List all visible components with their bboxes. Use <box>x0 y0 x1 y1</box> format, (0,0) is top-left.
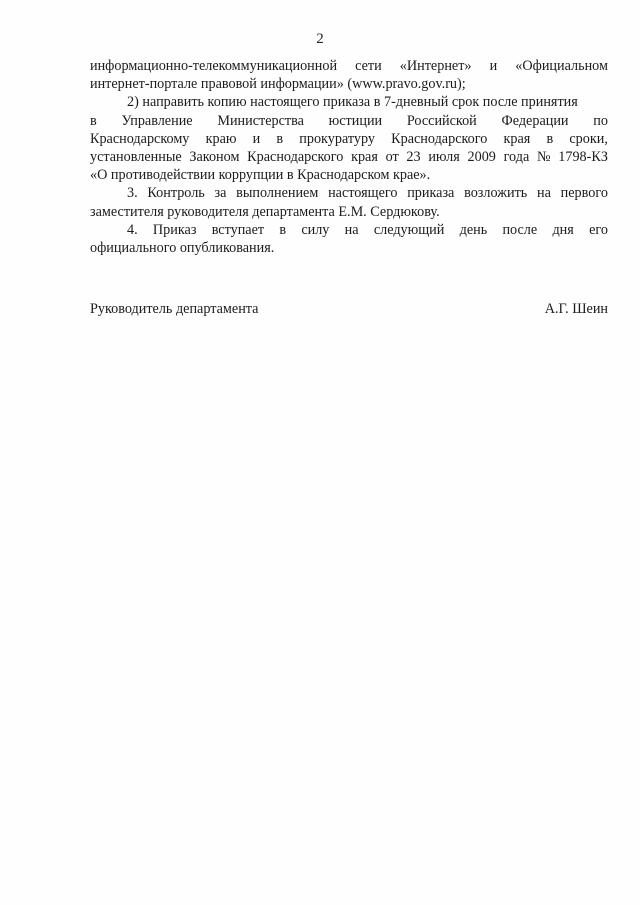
word: прокуратуру <box>299 130 375 147</box>
word: «Интернет» <box>399 58 472 74</box>
word: 1798-КЗ <box>558 148 608 165</box>
word: и <box>252 130 261 147</box>
word: силу <box>301 221 330 238</box>
word: Приказ <box>152 221 197 238</box>
word: 23 <box>406 148 421 165</box>
document-body <box>90 57 608 257</box>
word: на <box>537 185 551 202</box>
word: и <box>489 58 498 74</box>
paragraph-1-line-2: интернет-портале правовой информации» (www.pravo.gov.ru); <box>90 76 466 93</box>
word: 4. <box>127 221 138 238</box>
paragraph-4-line-1 <box>90 221 608 239</box>
word: возложить <box>464 185 528 202</box>
word: в <box>90 112 97 129</box>
word: юстиции <box>328 112 383 129</box>
word: дня <box>552 221 574 238</box>
word: 3. <box>127 185 138 202</box>
word: выполнением <box>236 185 319 202</box>
word: Российской <box>406 112 477 129</box>
paragraph-2-line-1: 2) направить копию настоящего приказа в 7-дневный срок после принятия <box>127 94 578 111</box>
paragraph-2-line-3 <box>90 130 608 148</box>
word: в <box>279 221 287 238</box>
word: Краснодарского <box>391 130 488 147</box>
word: № <box>536 148 551 165</box>
word: за <box>214 185 227 202</box>
word: настоящего <box>328 185 398 202</box>
paragraph-2-line-5: «О противодействии коррупции в Краснодарском крае». <box>90 167 431 184</box>
word: вступает <box>211 221 265 238</box>
word: его <box>589 221 608 238</box>
word: Управление <box>121 112 193 129</box>
paragraph-3-line-2: заместителя руководителя департамента Е.М. Сердюкову. <box>90 203 440 220</box>
word: года <box>503 148 530 165</box>
word: на <box>344 221 359 238</box>
word: следующий <box>373 221 445 238</box>
word: Министерства <box>217 112 304 129</box>
word: установленные <box>90 148 182 165</box>
paragraph-2-line-2 <box>90 112 608 130</box>
word: сети <box>355 58 382 74</box>
word: июля <box>428 148 460 165</box>
word: Контроль <box>147 185 205 202</box>
word: в <box>276 130 284 147</box>
paragraph-4-line-2: официального опубликования. <box>90 239 275 256</box>
word: края <box>351 148 378 165</box>
word: после <box>502 221 538 238</box>
word: приказа <box>407 185 455 202</box>
paragraph-1-line-1 <box>90 57 608 75</box>
signatory-name: А.Г. Шеин <box>544 301 608 317</box>
word: от <box>385 148 399 165</box>
word: 2009 <box>467 148 496 165</box>
word: края <box>503 130 531 147</box>
page-number: 2 <box>316 31 324 47</box>
word: Краснодарскому <box>90 130 190 147</box>
word: день <box>459 221 488 238</box>
paragraph-2-line-4 <box>90 148 608 166</box>
word: Краснодарского <box>247 148 344 165</box>
word: краю <box>205 130 237 147</box>
signature-block <box>90 301 608 318</box>
word: в <box>546 130 554 147</box>
word: первого <box>560 185 608 202</box>
word: по <box>593 112 608 129</box>
signatory-position: Руководитель департамента <box>90 301 259 317</box>
word: Федерации <box>501 112 569 129</box>
word: «Официальном <box>515 58 608 74</box>
paragraph-3-line-1 <box>90 184 608 202</box>
word: информационно-телекоммуникационной <box>90 58 338 74</box>
word: Законом <box>189 148 240 165</box>
word: сроки, <box>569 130 608 147</box>
